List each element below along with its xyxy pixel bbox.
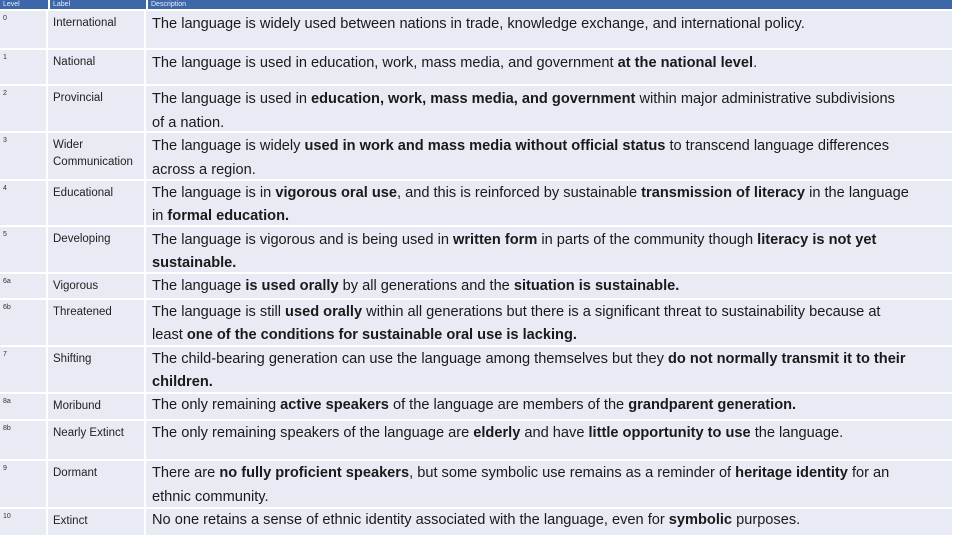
description-line: in formal education. [152, 208, 290, 224]
label-cell: Dormant [48, 461, 146, 507]
description-line: The language is widely used in work and mass media without official status to transcend language differences [152, 138, 890, 154]
level-cell: 1 [0, 50, 48, 84]
description-line: The child-bearing generation can use the language among themselves but they do not normally transmit it to their [152, 351, 906, 367]
level-cell: 0 [0, 11, 48, 48]
description-nearly-extinct: The only remaining speakers of the language are elderly and have little opportunity to use the language. [152, 425, 844, 441]
level-cell: 6a [0, 274, 48, 298]
label-cell: Nearly Extinct [48, 421, 146, 459]
label-cell: Shifting [48, 347, 146, 392]
header-description: Description [148, 0, 952, 9]
description-international: The language is widely used between nations in trade, knowledge exchange, and international policy. [152, 16, 805, 32]
description-line: The language is still used orally within all generations but there is a significant threat to sustainability because at [152, 304, 881, 320]
level-cell: 8a [0, 394, 48, 419]
level-cell: 10 [0, 509, 48, 535]
level-cell: 2 [0, 86, 48, 131]
level-cell: 4 [0, 181, 48, 225]
label-cell: International [48, 11, 146, 48]
description-line: of a nation. [152, 115, 225, 131]
label-cell: Developing [48, 227, 146, 272]
description-provincial: The language is used in education, work, mass media, and government within major administrative subdivisions [152, 91, 895, 107]
description-line: The language is vigorous and is being used in written form in parts of the community though literacy is not yet [152, 232, 877, 248]
description-line: The only remaining active speakers of the language are members of the grandparent generation. [152, 397, 797, 413]
description-line: children. [152, 374, 213, 390]
description-line: The language is used orally by all generations and the situation is sustainable. [152, 278, 680, 294]
label-cell: Extinct [48, 509, 146, 535]
label-cell: Threatened [48, 300, 146, 345]
description-line: sustainable. [152, 255, 237, 271]
level-cell: 3 [0, 133, 48, 179]
description-line: least one of the conditions for sustainable oral use is lacking. [152, 327, 577, 343]
header-label: Label [50, 0, 146, 9]
label-cell: Wider Communication [48, 133, 146, 179]
label-cell: Vigorous [48, 274, 146, 298]
label-cell: Educational [48, 181, 146, 225]
description-line: No one retains a sense of ethnic identity associated with the language, even for symbolic purposes. [152, 512, 801, 528]
description-line: The language is in vigorous oral use, and this is reinforced by sustainable transmission of literacy in the language [152, 185, 909, 201]
description-line: across a region. [152, 162, 256, 178]
level-cell: 5 [0, 227, 48, 272]
header-level: Level [0, 0, 48, 9]
level-cell: 7 [0, 347, 48, 392]
level-cell: 8b [0, 421, 48, 459]
label-cell: National [48, 50, 146, 84]
description-national: The language is used in education, work, mass media, and government at the national level. [152, 55, 758, 71]
level-cell: 9 [0, 461, 48, 507]
label-cell: Moribund [48, 394, 146, 419]
level-cell: 6b [0, 300, 48, 345]
description-line: ethnic community. [152, 489, 269, 505]
description-line: There are no fully proficient speakers, but some symbolic use remains as a reminder of heritage identity for an [152, 465, 890, 481]
label-cell: Provincial [48, 86, 146, 131]
